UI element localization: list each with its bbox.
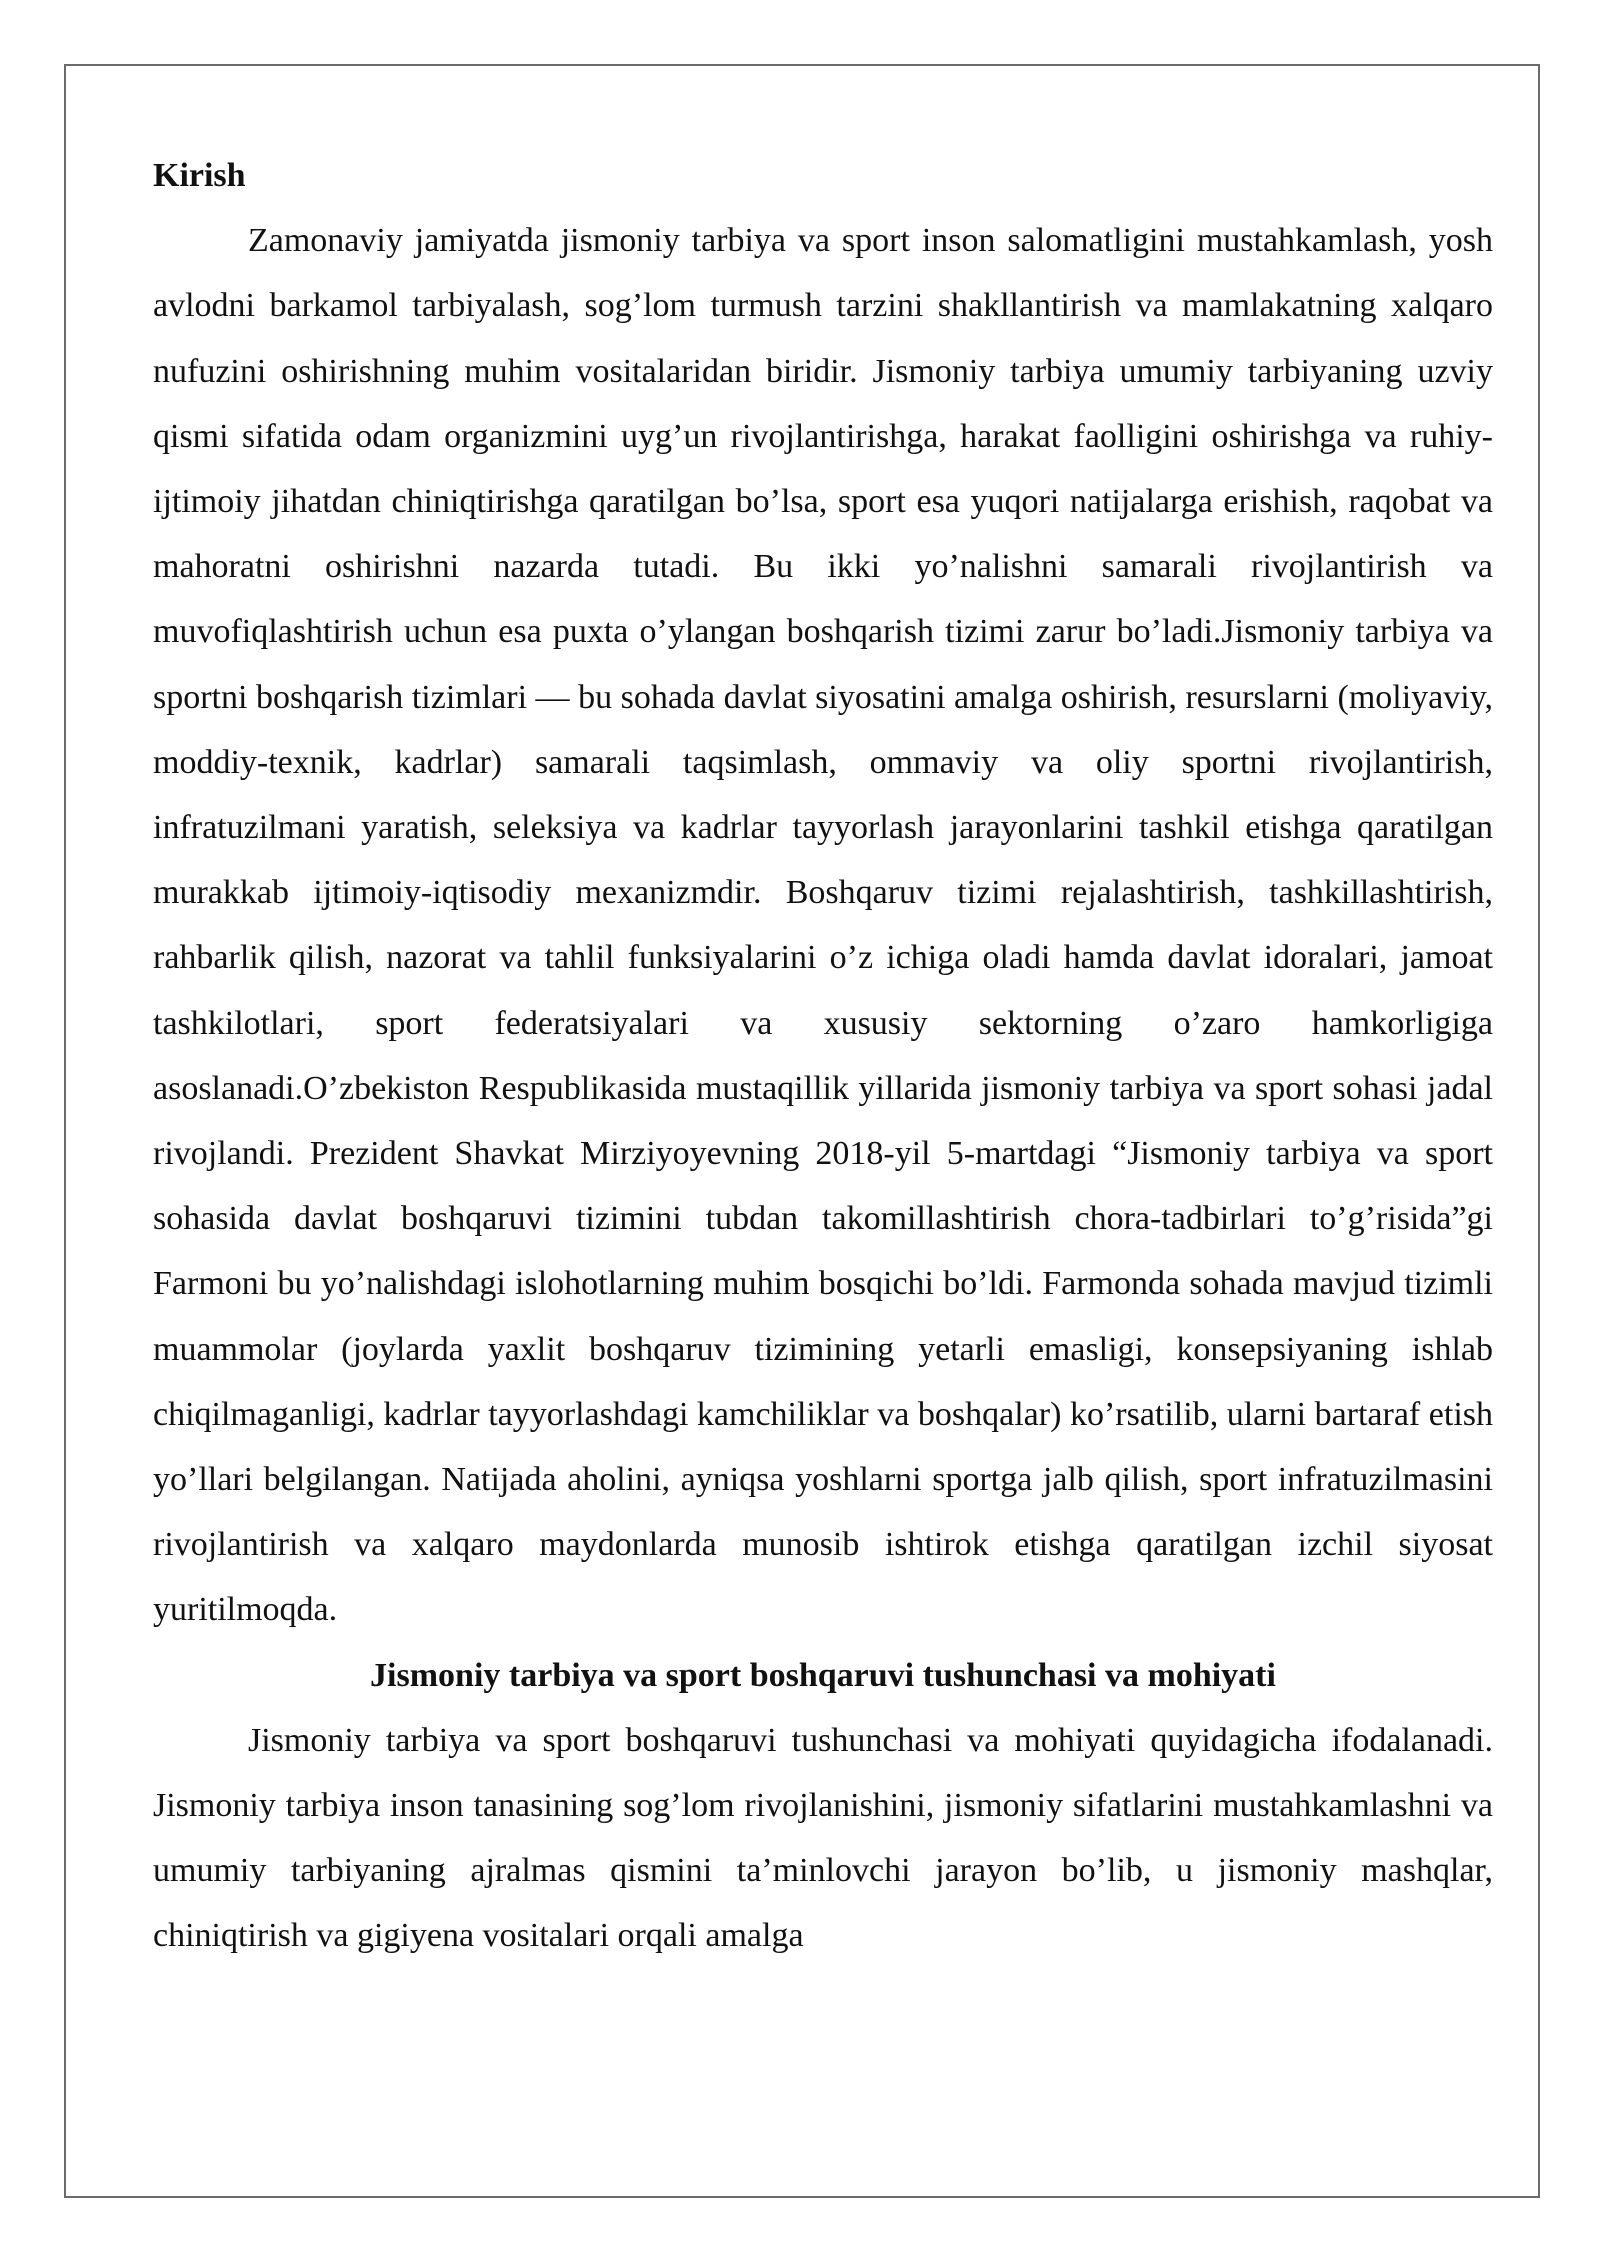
section-heading: Jismoniy tarbiya va sport boshqaruvi tushunchasi va mohiyati (370, 1656, 1276, 1694)
intro-paragraph: Zamonaviy jamiyatda jismoniy tarbiya va sport inson salomatligini mustahkamlash, yosh avlodni barkamol tarbiyalash, sog’lom turmush tarzini shakllantirish va mamlakatning xalqaro nufuzini oshirishning muhim vositalaridan biridir. Jismoniy tarbiya umumiy tarbiyaning uzviy qismi sifatida odam organizmini uyg’un rivojlantirishga, harakat faolligini oshirishga va ruhiy-ijtimoiy jihatdan chiniqtirishga qaratilgan bo’lsa, sport esa yuqori natijalarga erishish, raqobat va mahoratni oshirishni nazarda tutadi. Bu ikki yo’nalishni samarali rivojlantirish va muvofiqlashtirish uchun esa puxta o’ylangan boshqarish tizimi zarur bo’ladi.Jismoniy tarbiya va sportni boshqarish tizimlari — bu sohada davlat siyosatini amalga oshirish, resurslarni (moliyaviy, moddiy-texnik, kadrlar) samarali taqsimlash, ommaviy va oliy sportni rivojlantirish, infratuzilmani yaratish, seleksiya va kadrlar tayyorlash jarayonlarini tashkil etishga qaratilgan murakkab ijtimoiy-iqtisodiy mexanizmdir. Boshqaruv tizimi rejalashtirish, tashkillashtirish, rahbarlik qilish, nazorat va tahlil funksiyalarini o’z ichiga oladi hamda davlat idoralari, jamoat tashkilotlari, sport federatsiyalari va xususiy sektorning o’zaro hamkorligiga asoslanadi.O’zbekiston Respublikasida mustaqillik yillarida jismoniy tarbiya va sport sohasi jadal rivojlandi. Prezident Shavkat Mirziyoyevning 2018-yil 5-martdagi “Jismoniy tarbiya va sport sohasida davlat boshqaruvi tizimini tubdan takomillashtirish chora-tadbirlari to’g’risida”gi Farmoni bu yo’nalishdagi islohotlarning muhim bosqichi bo’ldi. Farmonda sohada mavjud tizimli muammolar (joylarda yaxlit boshqaruv tizimining yetarli emasligi, konsepsiyaning ishlab chiqilmaganligi, kadrlar tayyorlashdagi kamchiliklar va boshqalar) ko’rsatilib, ularni bartaraf etish yo’llari belgilangan. Natijada aholini, ayniqsa yoshlarni sportga jalb qilish, sport infratuzilmasini rivojlantirish va xalqaro maydonlarda munosib ishtirok etishga qaratilgan izchil siyosat yuritilmoqda. (153, 222, 1493, 1629)
intro-heading: Kirish (153, 157, 246, 194)
section-paragraph: Jismoniy tarbiya va sport boshqaruvi tushunchasi va mohiyati quyidagicha ifodalanadi. Jismoniy tarbiya inson tanasining sog’lom rivojlanishini, jismoniy sifatlarini mustahkamlashni va umumiy tarbiyaning ajralmas qismini ta’minlovchi jarayon bo’lib, u jismoniy mashqlar, chiniqtirish va gigiyena vositalari orqali amalga (153, 1721, 1493, 1955)
document-body (153, 143, 1493, 1969)
